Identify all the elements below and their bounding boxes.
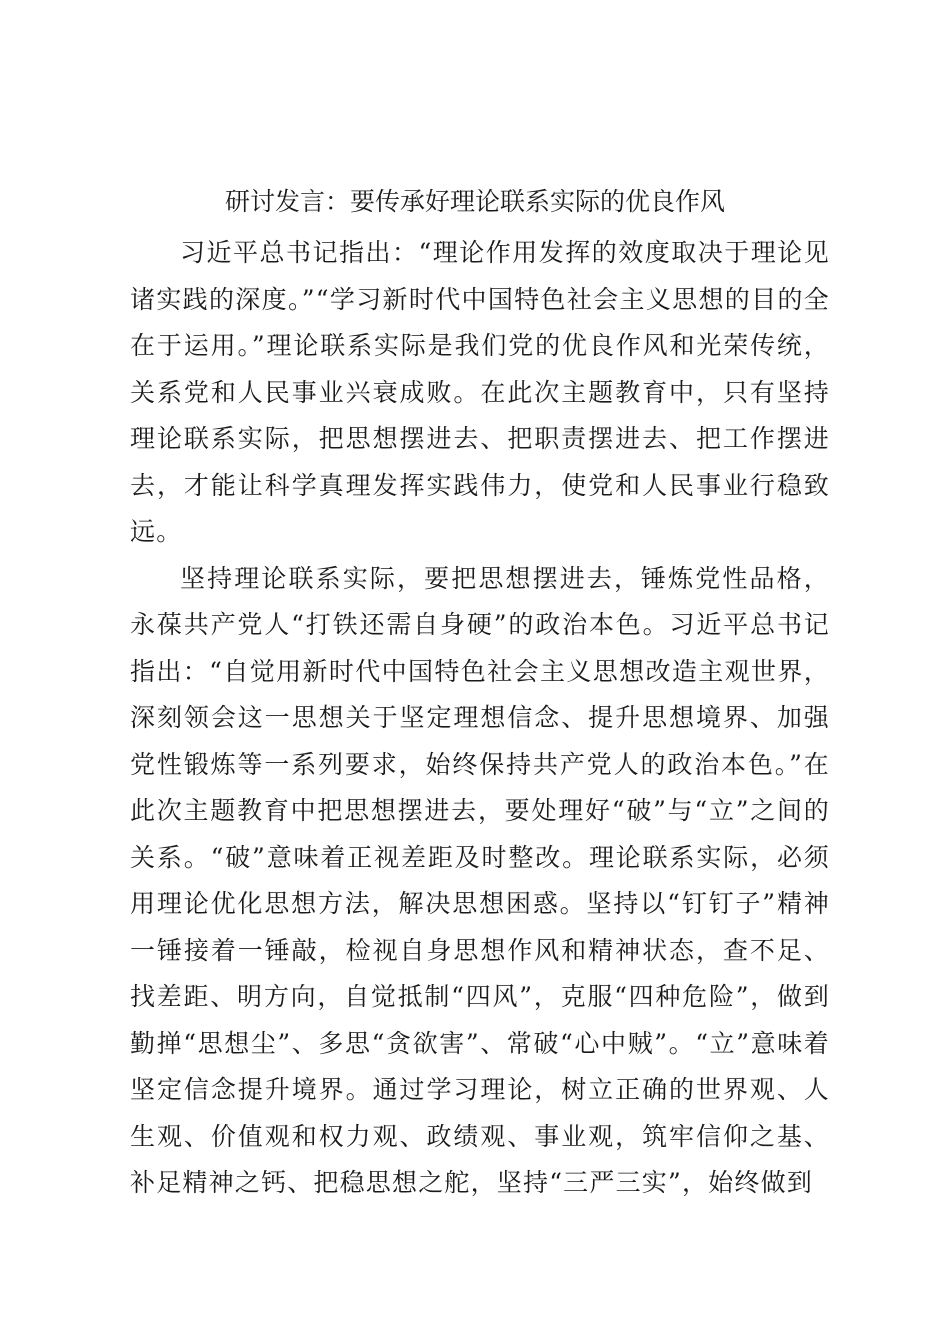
paragraph-1: 习近平总书记指出：“理论作用发挥的效度取决于理论见诸实践的深度。”“学习新时代中国特色社会主义思想的目的全在于运用。”理论联系实际是我们党的优良作风和光荣传统，关系党和人民事业兴衰成败。在此次主题教育中，只有坚持理论联系实际，把思想摆进去、把职责摆进去、把工作摆进去，才能让科学真理发挥实践伟力，使党和人民事业行稳致远。 bbox=[130, 238, 830, 546]
document-body bbox=[130, 230, 830, 1207]
document-title: 研讨发言：要传承好理论联系实际的优良作风 bbox=[224, 187, 725, 216]
paragraph-2: 坚持理论联系实际，要把思想摆进去，锤炼党性品格，永葆共产党人“打铁还需自身硬”的政治本色。习近平总书记指出：“自觉用新时代中国特色社会主义思想改造主观世界，深刻领会这一思想关于坚定理想信念、提升思想境界、加强党性锻炼等一系列要求，始终保持共产党人的政治本色。”在此次主题教育中把思想摆进去，要处理好“破”与“立”之间的关系。“破”意味着正视差距及时整改。理论联系实际，必须用理论优化思想方法，解决思想困惑。坚持以“钉钉子”精神一锤接着一锤敲，检视自身思想作风和精神状态，查不足、找差距、明方向，自觉抵制“四风”，克服“四种危险”，做到勤掸“思想尘”、多思“贪欲害”、常破“心中贼”。“立”意味着坚定信念提升境界。通过学习理论，树立正确的世界观、人生观、价值观和权力观、政绩观、事业观，筑牢信仰之基、补足精神之钙、把稳思想之舵，坚持“三严三实”，始终做到 bbox=[130, 563, 830, 1197]
